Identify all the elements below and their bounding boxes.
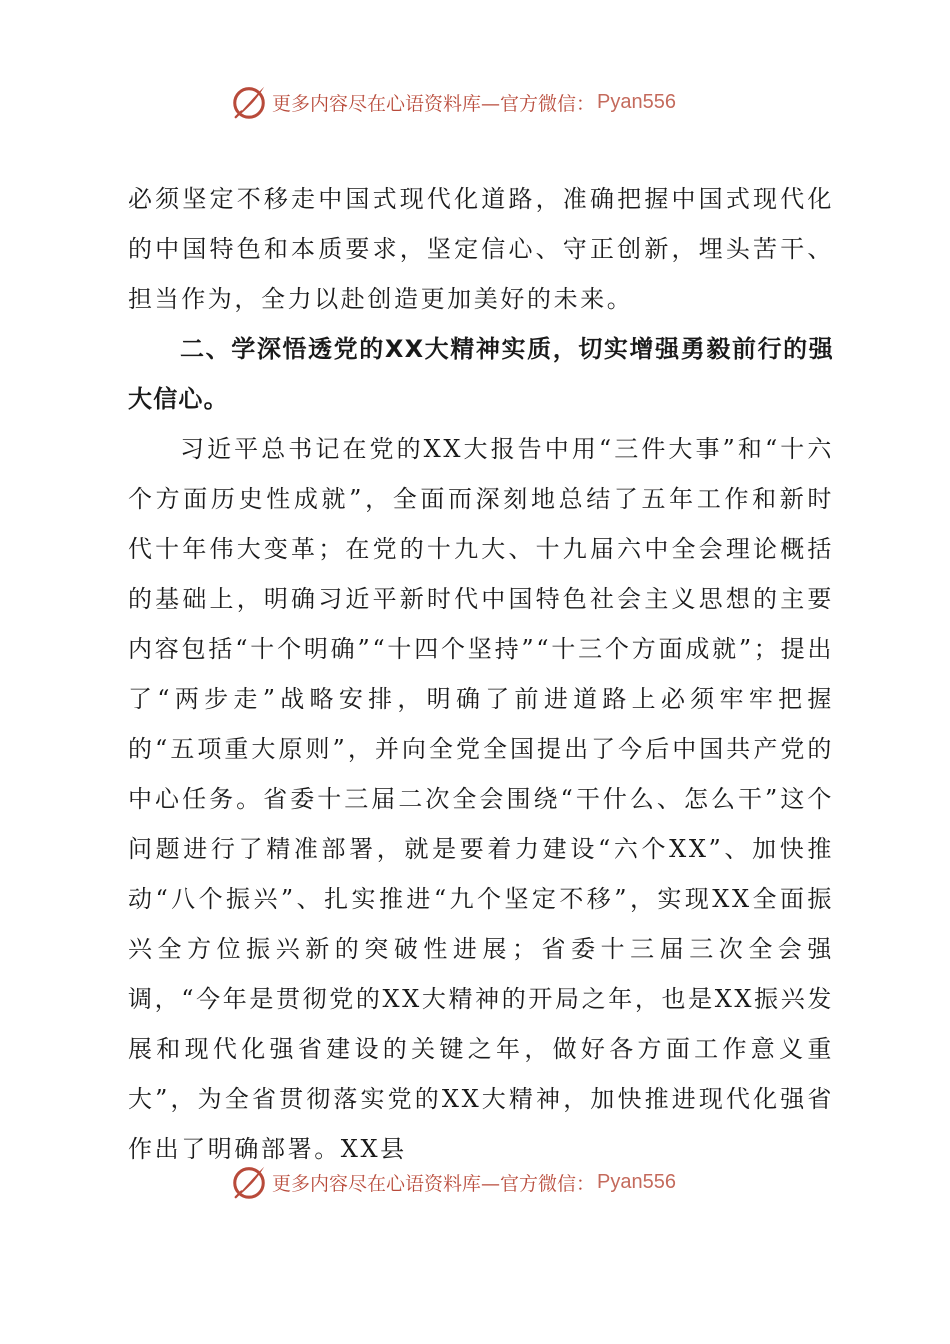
document-body	[128, 174, 834, 1174]
body-paragraph: 习近平总书记在党的XX大报告中用“三件大事”和“十六个方面历史性成就”，全面而深刻地总结了五年工作和新时代十年伟大变革；在党的十九大、十九届六中全会理论概括的基础上，明确习近平新时代中国特色社会主义思想的主要内容包括“十个明确”“十四个坚持”“十三个方面成就”；提出了“两步走”战略安排，明确了前进道路上必须牢牢把握的“五项重大原则”，并向全党全国提出了今后中国共产党的中心任务。省委十三届二次全会围绕“干什么、怎么干”这个问题进行了精准部署，就是要着力建设“六个XX”、加快推动“八个振兴”、扎实推进“九个坚定不移”，实现XX全面振兴全方位振兴新的突破性进展；省委十三届三次全会强调，“今年是贯彻党的XX大精神的开局之年，也是XX振兴发展和现代化强省建设的关键之年，做好各方面工作意义重大”，为全省贯彻落实党的XX大精神，加快推进现代化强省作出了明确部署。XX县	[128, 435, 834, 1163]
body-paragraph: 必须坚定不移走中国式现代化道路，准确把握中国式现代化的中国特色和本质要求，坚定信心、守正创新，埋头苦干、担当作为，全力以赴创造更加美好的未来。	[128, 185, 834, 313]
section-heading: 二、学深悟透党的XX大精神实质，切实增强勇毅前行的强大信心。	[128, 335, 834, 413]
quill-pen-circle-icon	[230, 83, 268, 121]
banner-text: 更多内容尽在心语资料库—官方微信：	[272, 92, 596, 115]
banner-wechat-id: Pyan556	[597, 90, 676, 113]
banner-text: 更多内容尽在心语资料库—官方微信：	[272, 1172, 596, 1195]
footer-banner	[230, 1162, 676, 1202]
banner-wechat-id: Pyan556	[597, 1170, 676, 1193]
header-banner	[230, 82, 676, 122]
quill-pen-circle-icon	[230, 1163, 268, 1201]
